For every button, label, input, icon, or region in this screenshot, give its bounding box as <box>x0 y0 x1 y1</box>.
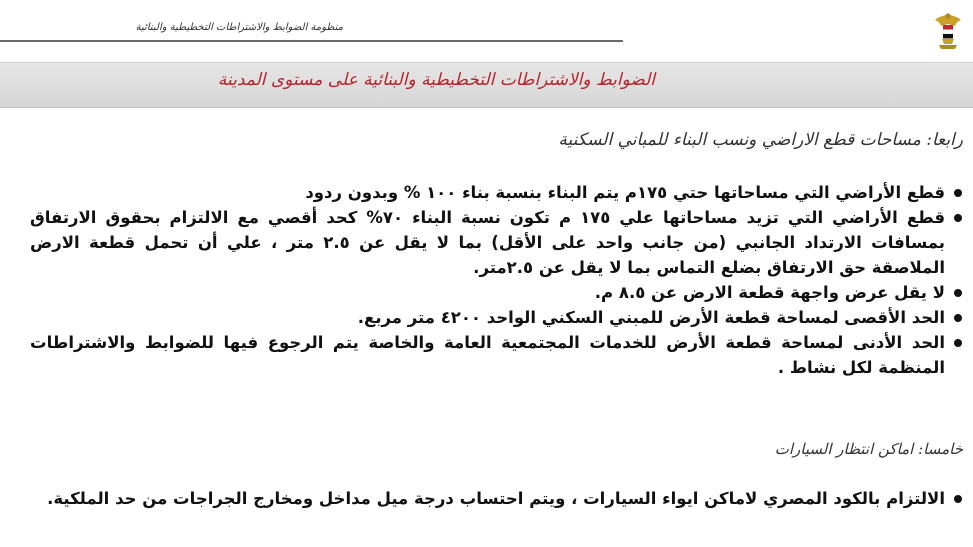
egypt-eagle-emblem-icon <box>933 10 963 52</box>
header-caption: منظومة الضوابط والاشتراطات التخطيطية والبنائية <box>135 22 343 33</box>
list-item: الحد الأقصى لمساحة قطعة الأرض للمبني السكني الواحد ٤٢٠٠ متر مربع. <box>30 305 965 330</box>
list-item: قطع الأراضي التي تزيد مساحاتها علي ١٧٥ م تكون نسبة البناء ٧٠% كحد أقصي مع الالتزام بحقوق الارتفاق بمسافات الارتداد الجانبي (من جانب واحد على الأقل) بما لا يقل عن ٢.٥ متر ، علي أن تحمل قطعة الارض الملاصقة حق الارتفاق بضلع التماس بما لا يقل عن ٢.٥متر. <box>30 205 965 280</box>
header-divider-line <box>0 40 623 42</box>
list-item: الالتزام بالكود المصري لاماكن ايواء السيارات ، ويتم احتساب درجة ميل مداخل ومخارج الجراجات من حد الملكية. <box>30 486 965 511</box>
section-4-list <box>30 180 965 380</box>
page-header <box>0 0 973 62</box>
list-item: لا يقل عرض واجهة قطعة الارض عن ٨.٥ م. <box>30 280 965 305</box>
section-5-list <box>30 486 965 511</box>
list-item: قطع الأراضي التي مساحاتها حتي ١٧٥م يتم البناء بنسبة بناء ١٠٠ % وبدون ردود <box>30 180 965 205</box>
list-item: الحد الأدنى لمساحة قطعة الأرض للخدمات المجتمعية العامة والخاصة يتم الرجوع فيها للضوابط والاشتراطات المنظمة لكل نشاط . <box>30 330 965 380</box>
page-title: الضوابط والاشتراطات التخطيطية والبنائية على مستوى المدينة <box>217 70 655 90</box>
section-4-heading: رابعا: مساحات قطع الاراضي ونسب البناء للمباني السكنية <box>558 130 963 150</box>
section-5-heading: خامسا: اماكن انتظار السيارات <box>774 440 963 458</box>
